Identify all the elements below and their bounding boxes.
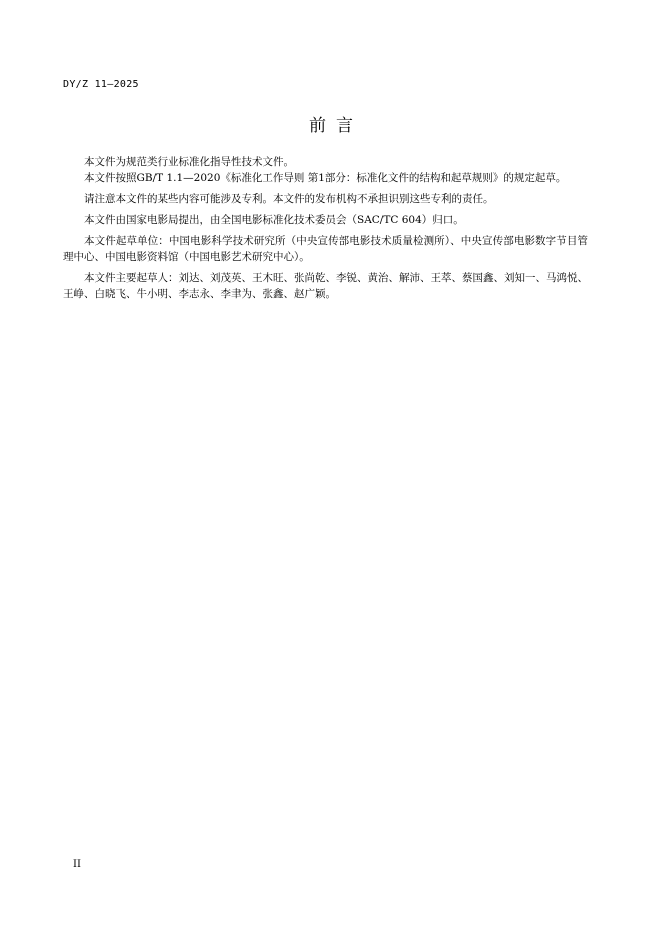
page-number: II <box>73 859 81 870</box>
paragraph-drafters: 本文件主要起草人：刘达、刘茂英、王木旺、张尚乾、李锐、黄治、解沛、王萃、蔡国鑫、刘知一、马鸿悦、王峥、白晓飞、牛小明、李志永、李聿为、张鑫、赵广颖。 <box>63 272 588 300</box>
document-code: DY/Z 11—2025 <box>63 79 139 90</box>
paragraph-drafting-rules: 本文件按照GB/T 1.1—2020《标准化工作导则 第1部分：标准化文件的结构和起草规则》的规定起草。 <box>84 172 567 184</box>
paragraph-drafting-units: 本文件起草单位：中国电影科学技术研究所（中央宣传部电影技术质量检测所）、中央宣传部电影数字节目管理中心、中国电影资料馆（中国电影艺术研究中心）。 <box>63 235 588 263</box>
page-title: 前言 <box>309 116 363 136</box>
paragraph-scope: 本文件为规范类行业标准化指导性技术文件。 <box>84 156 294 168</box>
foreword-body <box>63 154 588 302</box>
paragraph-patent-notice: 请注意本文件的某些内容可能涉及专利。本文件的发布机构不承担识别这些专利的责任。 <box>84 193 494 205</box>
paragraph-proposer: 本文件由国家电影局提出，由全国电影标准化技术委员会（SAC/TC 604）归口。 <box>84 214 464 226</box>
